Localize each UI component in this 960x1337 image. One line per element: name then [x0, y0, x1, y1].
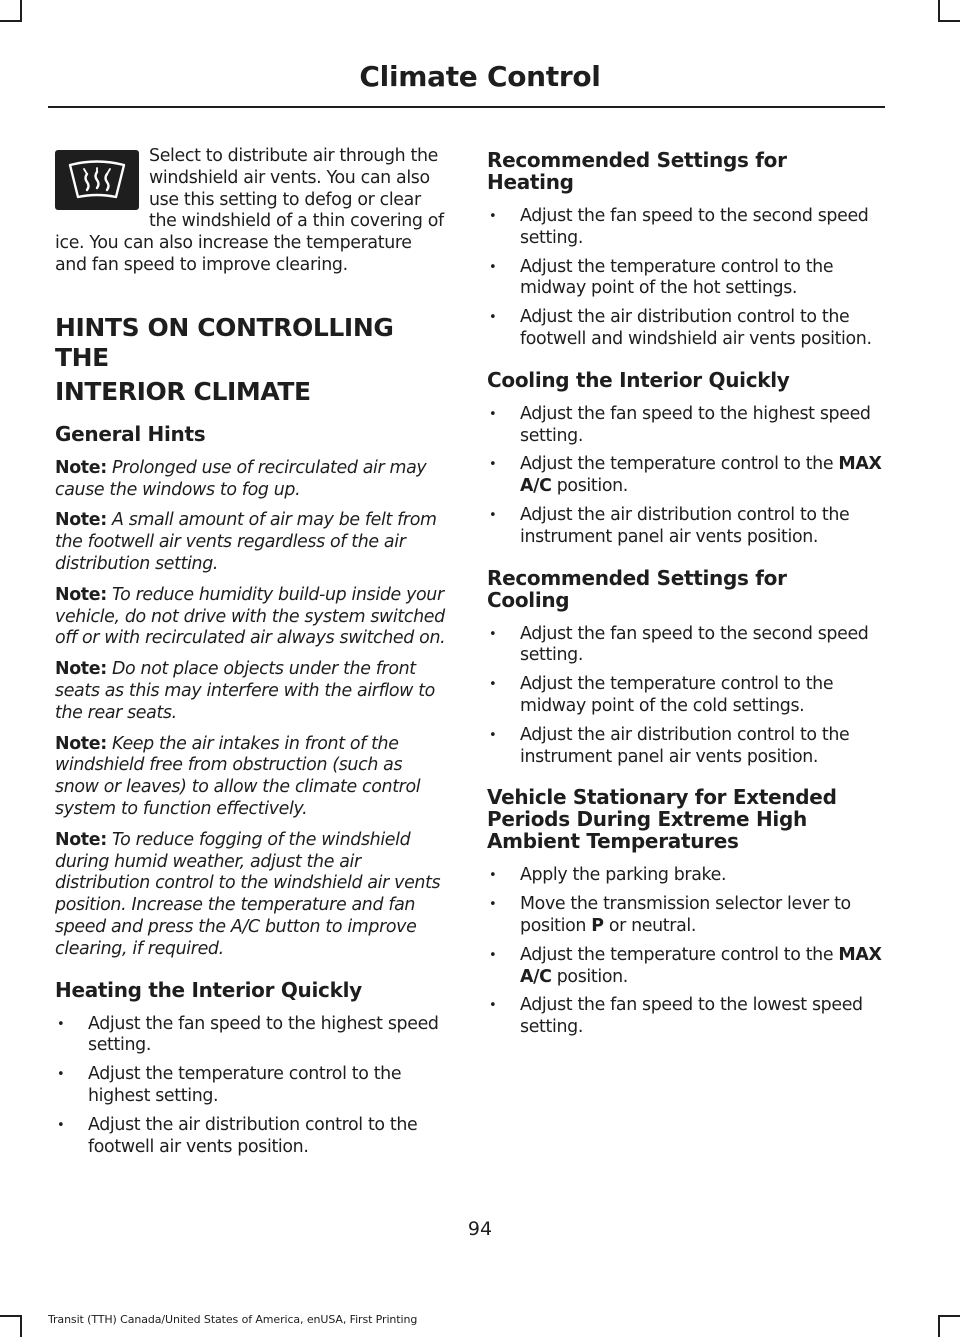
note — [55, 734, 448, 821]
heating-quickly-list — [55, 1014, 448, 1159]
note-label: Note: — [55, 659, 107, 680]
cooling-settings-list — [487, 624, 882, 769]
max-ac-label: MAX A/C — [520, 454, 882, 497]
list-item: • Adjust the temperature control to the midway point of the hot settings. — [487, 257, 882, 301]
list-item: • Adjust the fan speed to the second speed setting. — [487, 624, 882, 668]
list-item: • Adjust the air distribution control to the footwell and windshield air vents position. — [487, 307, 882, 351]
list-item: • Adjust the air distribution control to the footwell air vents position. — [55, 1115, 448, 1159]
note-label: Note: — [55, 510, 107, 531]
list-item — [487, 894, 882, 938]
item-text: position. — [551, 966, 628, 987]
note-text: Do not place objects under the front seats as this may interfere with the airflow to the rear seats. — [55, 659, 435, 723]
note — [55, 830, 448, 961]
page-number: 94 — [467, 1218, 493, 1240]
cooling-quickly-heading: Cooling the Interior Quickly — [487, 367, 790, 392]
crop-mark — [938, 1315, 960, 1317]
note-label: Note: — [55, 829, 107, 850]
list-item: • Adjust the fan speed to the highest speed setting. — [487, 404, 882, 448]
heating-quickly-heading: Heating the Interior Quickly — [55, 977, 362, 1002]
item-text: Adjust the temperature control to the — [520, 454, 834, 475]
note — [55, 458, 448, 502]
crop-mark — [938, 0, 940, 22]
note — [55, 659, 448, 724]
stationary-heading: Vehicle Stationary for Extended Periods During Extreme High Ambient Temperatures — [487, 785, 837, 854]
heating-settings-list — [487, 206, 882, 351]
windshield-defrost-icon — [55, 150, 139, 210]
gear-p-label: P — [591, 915, 604, 936]
note-text: To reduce humidity build-up inside your vehicle, do not drive with the system switched off or with recirculated air always switched on. — [55, 584, 446, 649]
cooling-settings-heading: Recommended Settings for Cooling — [487, 565, 787, 612]
list-item: • Adjust the temperature control to the highest setting. — [55, 1064, 448, 1108]
note-label: Note: — [55, 457, 107, 478]
crop-mark — [20, 1315, 22, 1337]
crop-mark — [938, 20, 960, 22]
section-heading-line-2: INTERIOR CLIMATE — [55, 376, 311, 406]
list-item: • Adjust the fan speed to the highest speed setting. — [55, 1014, 448, 1058]
section-heading — [55, 313, 448, 407]
note — [55, 585, 448, 650]
crop-mark — [0, 1315, 22, 1317]
list-item — [487, 454, 882, 498]
list-item: • Adjust the fan speed to the lowest speed setting. — [487, 995, 882, 1039]
max-ac-label: MAX A/C — [520, 944, 882, 987]
item-text: Adjust the temperature control to the — [520, 944, 834, 965]
list-item: • Adjust the fan speed to the second speed setting. — [487, 206, 882, 250]
note-text: Prolonged use of recirculated air may cause the windows to fog up. — [55, 457, 427, 500]
heating-settings-heading: Recommended Settings for Heating — [487, 148, 787, 194]
intro-text: Select to distribute air through the windshield air vents. You can also use this setting to defog or clear the windshield of a thin covering of ice. You can also increase the temperature and fan speed to improve clearing. — [55, 146, 444, 275]
list-item: • Adjust the air distribution control to the instrument panel air vents position. — [487, 725, 882, 769]
note-text: To reduce fogging of the windshield during humid weather, adjust the air distribution control to the windshield air vents position. Increase the temperature and fan speed and press the A/C button to improve clearing, if required. — [55, 829, 441, 959]
list-item: • Adjust the air distribution control to the instrument panel air vents position. — [487, 505, 882, 549]
note — [55, 510, 448, 575]
crop-mark — [938, 1315, 940, 1337]
note-label: Note: — [55, 733, 107, 754]
page-title: Climate Control — [359, 60, 601, 93]
note-label: Note: — [55, 584, 107, 605]
footer-text: Transit (TTH) Canada/United States of America, enUSA, First Printing — [48, 1313, 418, 1326]
list-item: • Adjust the temperature control to the midway point of the cold settings. — [487, 674, 882, 718]
cooling-quickly-list — [487, 404, 882, 549]
left-column — [55, 146, 448, 1165]
item-text: position. — [551, 476, 628, 497]
right-column — [487, 147, 882, 1046]
list-item — [487, 945, 882, 989]
crop-mark — [0, 20, 22, 22]
title-divider — [48, 106, 885, 108]
stationary-list — [487, 865, 882, 1039]
intro-paragraph — [55, 146, 448, 277]
note-text: A small amount of air may be felt from the footwell air vents regardless of the air distribution setting. — [55, 510, 437, 574]
item-text: Move the transmission selector lever to position — [520, 894, 851, 936]
list-item: • Apply the parking brake. — [487, 865, 882, 887]
note-text: Keep the air intakes in front of the windshield free from obstruction (such as snow or leaves) to allow the climate control system to function effectively. — [55, 733, 421, 819]
general-hints-heading: General Hints — [55, 421, 206, 446]
item-text: or neutral. — [603, 915, 697, 936]
section-heading-line-1: HINTS ON CONTROLLING THE — [55, 312, 394, 372]
crop-mark — [20, 0, 22, 22]
